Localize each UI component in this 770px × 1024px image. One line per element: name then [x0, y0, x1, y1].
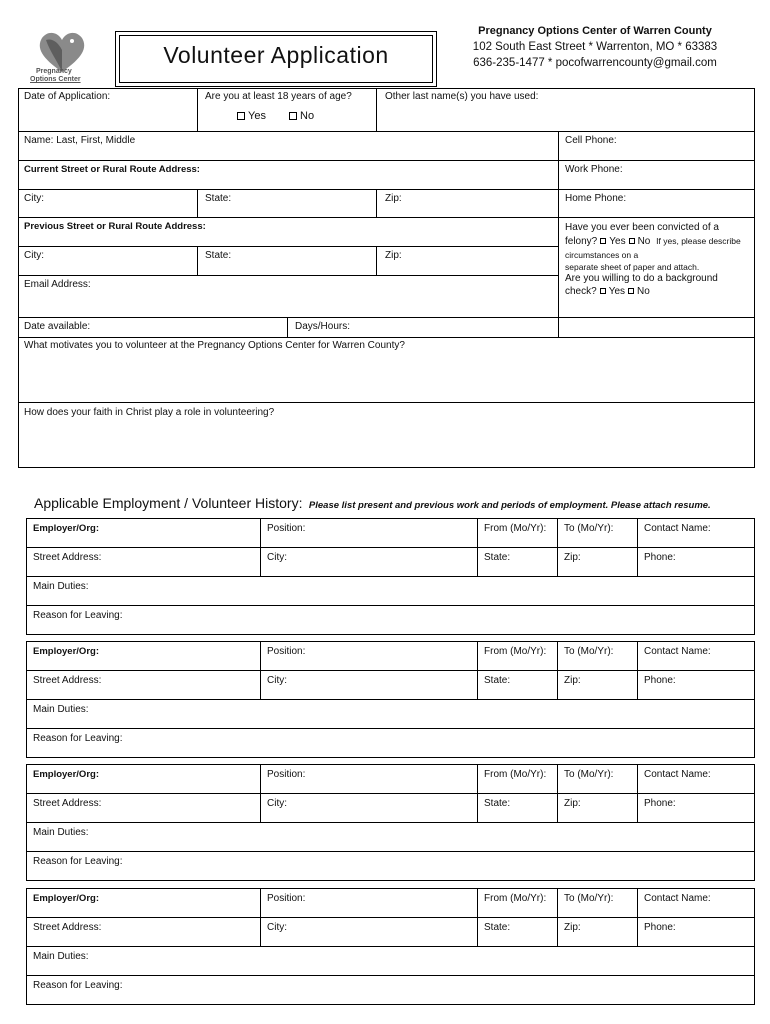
to-date-field[interactable]: To (Mo/Yr):: [564, 646, 614, 657]
felony-question-line3: circumstances on a: [565, 250, 639, 260]
state-field[interactable]: State:: [484, 922, 511, 933]
background-label: check?: [565, 286, 597, 297]
reason-for-leaving-field[interactable]: Reason for Leaving:: [33, 610, 123, 621]
email-field[interactable]: Email Address:: [24, 279, 91, 290]
age-no-checkbox[interactable]: [289, 110, 314, 122]
contact-name-field[interactable]: Contact Name:: [644, 769, 711, 780]
zip-field[interactable]: Zip:: [564, 552, 581, 563]
zip-field[interactable]: Zip:: [564, 675, 581, 686]
street-address-field[interactable]: Street Address:: [33, 798, 102, 809]
background-no-label: No: [637, 286, 650, 297]
contact-name-field[interactable]: Contact Name:: [644, 523, 711, 534]
employer-field[interactable]: Employer/Org:: [33, 523, 99, 534]
prev-state-field[interactable]: State:: [205, 250, 232, 261]
history-heading: Applicable Employment / Volunteer History: Please list present and previous work and periods of employment. Please attach resume.: [34, 495, 711, 511]
employment-block-1: [26, 518, 755, 635]
city-field[interactable]: City:: [267, 675, 287, 686]
city-field[interactable]: City:: [24, 193, 44, 204]
city-field[interactable]: City:: [267, 922, 287, 933]
felony-yes-checkbox[interactable]: [597, 236, 625, 247]
org-name: Pregnancy Options Center of Warren County: [478, 25, 712, 37]
employment-block-2: [26, 641, 755, 758]
employment-block-4: [26, 888, 755, 1005]
days-hours-field[interactable]: Days/Hours:: [295, 321, 351, 332]
from-date-field[interactable]: From (Mo/Yr):: [484, 646, 547, 657]
prev-city-field[interactable]: City:: [24, 250, 44, 261]
home-phone-field[interactable]: Home Phone:: [565, 193, 627, 204]
checkbox-icon: [629, 238, 635, 244]
from-date-field[interactable]: From (Mo/Yr):: [484, 769, 547, 780]
other-names-field[interactable]: Other last name(s) you have used:: [385, 91, 539, 102]
current-address-field[interactable]: Current Street or Rural Route Address:: [24, 164, 200, 175]
city-field[interactable]: City:: [267, 552, 287, 563]
logo-line2: Options Center: [30, 76, 81, 83]
title-box: [115, 31, 437, 87]
to-date-field[interactable]: To (Mo/Yr):: [564, 769, 614, 780]
position-field[interactable]: Position:: [267, 646, 306, 657]
main-duties-field[interactable]: Main Duties:: [33, 704, 89, 715]
date-available-field[interactable]: Date available:: [24, 321, 91, 332]
logo-line1: Pregnancy: [36, 68, 72, 75]
work-phone-field[interactable]: Work Phone:: [565, 164, 623, 175]
felony-label: felony?: [565, 236, 598, 247]
reason-for-leaving-field[interactable]: Reason for Leaving:: [33, 856, 123, 867]
position-field[interactable]: Position:: [267, 769, 306, 780]
city-field[interactable]: City:: [267, 798, 287, 809]
checkbox-icon: [237, 112, 245, 120]
to-date-field[interactable]: To (Mo/Yr):: [564, 523, 614, 534]
phone-field[interactable]: Phone:: [644, 798, 676, 809]
main-duties-field[interactable]: Main Duties:: [33, 951, 89, 962]
street-address-field[interactable]: Street Address:: [33, 922, 102, 933]
logo: [28, 28, 108, 88]
to-date-field[interactable]: To (Mo/Yr):: [564, 893, 614, 904]
age-no-label: No: [300, 110, 315, 122]
checkbox-icon: [600, 238, 606, 244]
employer-field[interactable]: Employer/Org:: [33, 893, 99, 904]
zip-field[interactable]: Zip:: [564, 798, 581, 809]
reason-for-leaving-field[interactable]: Reason for Leaving:: [33, 980, 123, 991]
background-question-line2: [565, 286, 650, 298]
phone-field[interactable]: Phone:: [644, 552, 676, 563]
felony-question-line2: [565, 235, 741, 248]
state-field[interactable]: State:: [205, 193, 232, 204]
name-field[interactable]: Name: Last, First, Middle: [24, 135, 136, 146]
street-address-field[interactable]: Street Address:: [33, 675, 102, 686]
felony-describe-note: If yes, please describe: [656, 236, 741, 246]
history-title: Applicable Employment / Volunteer History: [34, 495, 299, 511]
state-field[interactable]: State:: [484, 675, 511, 686]
employment-block-3: [26, 764, 755, 881]
felony-no-checkbox[interactable]: [626, 236, 651, 247]
position-field[interactable]: Position:: [267, 523, 306, 534]
main-duties-field[interactable]: Main Duties:: [33, 827, 89, 838]
phone-field[interactable]: Phone:: [644, 922, 676, 933]
background-yes-checkbox[interactable]: [597, 286, 625, 297]
page-title: Volunteer Application: [163, 42, 389, 68]
date-of-application-field[interactable]: Date of Application:: [24, 91, 111, 102]
previous-address-field[interactable]: Previous Street or Rural Route Address:: [24, 221, 206, 232]
background-no-checkbox[interactable]: [625, 286, 650, 297]
org-contact: 636-235-1477 * pocofwarrencounty@gmail.com: [473, 57, 717, 69]
from-date-field[interactable]: From (Mo/Yr):: [484, 893, 547, 904]
felony-question-line4: separate sheet of paper and attach.: [565, 262, 700, 272]
contact-name-field[interactable]: Contact Name:: [644, 646, 711, 657]
cell-phone-field[interactable]: Cell Phone:: [565, 135, 617, 146]
employer-field[interactable]: Employer/Org:: [33, 769, 99, 780]
street-address-field[interactable]: Street Address:: [33, 552, 102, 563]
checkbox-icon: [289, 112, 297, 120]
faith-question[interactable]: How does your faith in Christ play a role in volunteering?: [24, 407, 275, 418]
history-instructions: Please list present and previous work and periods of employment. Please attach resume.: [308, 500, 711, 511]
employer-field[interactable]: Employer/Org:: [33, 646, 99, 657]
age-yes-checkbox[interactable]: [237, 110, 266, 122]
state-field[interactable]: State:: [484, 552, 511, 563]
felony-no-label: No: [637, 236, 651, 247]
felony-yes-label: Yes: [609, 236, 626, 247]
checkbox-icon: [600, 288, 606, 294]
reason-for-leaving-field[interactable]: Reason for Leaving:: [33, 733, 123, 744]
checkbox-icon: [628, 288, 634, 294]
motivation-question[interactable]: What motivates you to volunteer at the Pregnancy Options Center for Warren County?: [24, 340, 405, 351]
org-address: 102 South East Street * Warrenton, MO * 63383: [472, 41, 718, 53]
age-yes-label: Yes: [248, 110, 266, 122]
contact-name-field[interactable]: Contact Name:: [644, 893, 711, 904]
from-date-field[interactable]: From (Mo/Yr):: [484, 523, 547, 534]
felony-question-line1: Have you ever been convicted of a: [565, 222, 719, 233]
phone-field[interactable]: Phone:: [644, 675, 676, 686]
age-question: Are you at least 18 years of age?: [205, 91, 352, 102]
state-field[interactable]: State:: [484, 798, 511, 809]
background-question-line1: Are you willing to do a background: [565, 273, 718, 284]
zip-field[interactable]: Zip:: [385, 193, 402, 204]
prev-zip-field[interactable]: Zip:: [385, 250, 402, 261]
background-yes-label: Yes: [608, 286, 626, 297]
main-duties-field[interactable]: Main Duties:: [33, 581, 89, 592]
position-field[interactable]: Position:: [267, 893, 306, 904]
zip-field[interactable]: Zip:: [564, 922, 581, 933]
